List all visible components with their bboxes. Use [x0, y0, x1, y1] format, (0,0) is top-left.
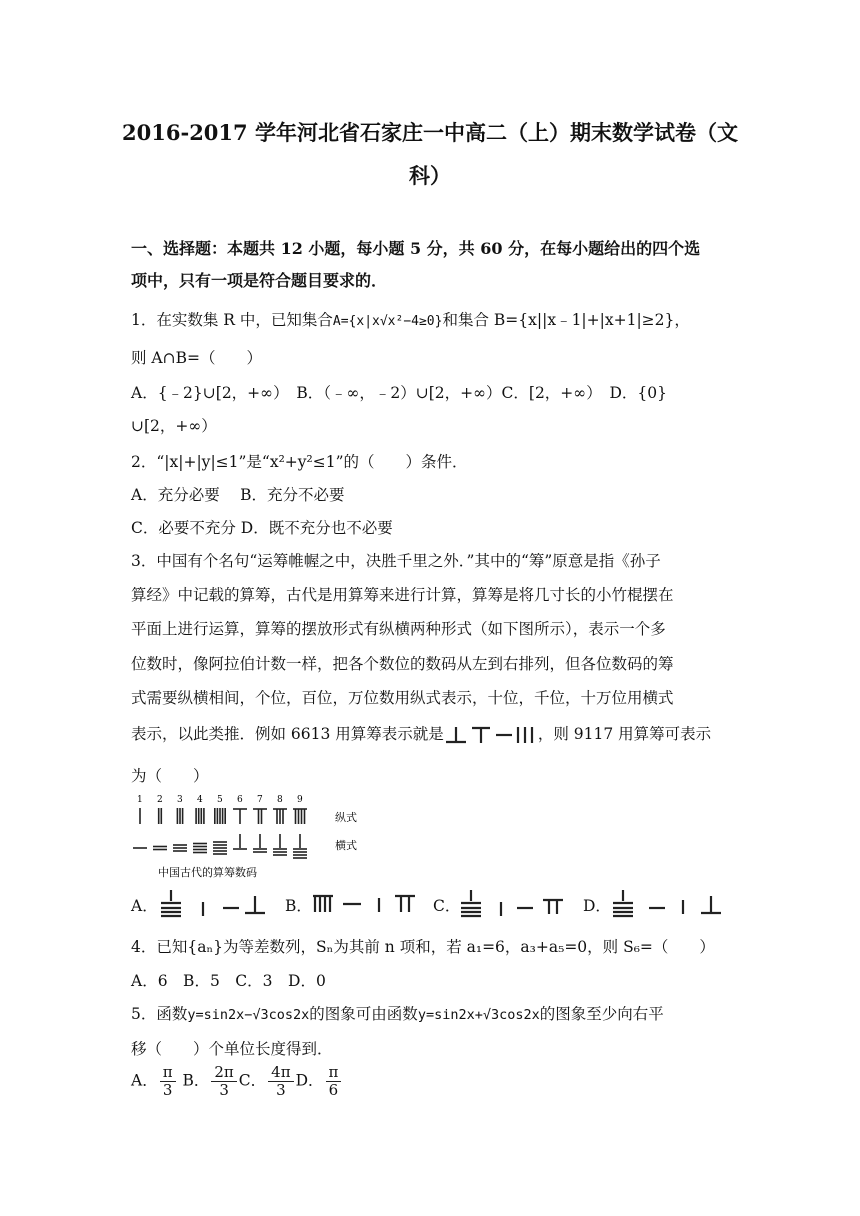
q1-options-cont: ∪[2，+∞）: [131, 417, 217, 435]
vertical-rod-row: [140, 808, 307, 824]
q5-option-c-numerator: 4π: [268, 1064, 293, 1082]
rod-numeral-table-figure: [130, 792, 370, 882]
horizontal-rod-9: [293, 834, 307, 858]
q4-stem: 4．已知{aₙ}为等差数列，Sₙ为其前 n 项和，若 a₁=6，a₃+a₅=0，则 S₆=（ ）: [131, 938, 715, 956]
horizontal-rod-6: [233, 834, 247, 849]
vertical-rod-6: [233, 809, 247, 824]
rod-number-6613-image: [444, 725, 538, 745]
digit-label-1: 1: [137, 795, 143, 805]
q5-option-d-numerator: π: [326, 1064, 342, 1082]
q3-line3: 平面上进行运算，算筹的摆放形式有纵横两种形式（如下图所示），表示一个多: [131, 620, 666, 638]
q3-option-d-label: D．: [583, 897, 611, 915]
vertical-rod-4: [196, 808, 204, 824]
q5-options: [131, 1064, 734, 1104]
vertical-rod-7: [253, 809, 267, 824]
horizontal-rod-5: [213, 842, 227, 854]
q2-stem: 2．“|x|+|y|≤1”是“x²+y²≤1”的（ ）条件．: [131, 453, 468, 471]
q3-option-c-label: C．: [433, 897, 461, 915]
q5-option-b-fraction: [211, 1064, 236, 1099]
horizontal-rod-row: [133, 834, 307, 858]
q3-line2: 算经》中记载的算筹，古代是用算筹来进行计算，算筹是将几寸长的小竹棍摆在: [131, 586, 674, 604]
q5-option-b-label: B．: [182, 1071, 210, 1090]
q3-option-d-rods: [611, 888, 731, 918]
q5-option-a-fraction: [160, 1064, 176, 1099]
table-caption: 中国古代的算筹数码: [158, 866, 257, 879]
q5-option-a-numerator: π: [160, 1064, 176, 1082]
vertical-rod-5: [215, 808, 225, 824]
q3-options: [131, 888, 734, 918]
q5-option-b-denominator: 3: [219, 1081, 229, 1099]
q1-stem-post: 和集合 B={x||x﹣1|+|x+1|≥2}，: [442, 311, 690, 329]
q5-stem-pre: 5．函数: [131, 1005, 188, 1023]
horizontal-rod-4: [193, 844, 207, 853]
q5-formula-1: y=sin2x−√3cos2x: [187, 1007, 310, 1023]
digit-label-8: 8: [277, 795, 283, 805]
q3-line4: 位数时，像阿拉伯计数一样，把各个数位的数码从左到右排列，但各位数码的筹: [131, 655, 674, 673]
q4-options: A．6 B．5 C．3 D．0: [131, 972, 326, 990]
q3-option-c-rods: [459, 888, 569, 918]
digit-label-7: 7: [257, 795, 263, 805]
q3-option-b-label: B．: [285, 897, 312, 915]
q3-line6-pre: 表示，以此类推．例如 6613 用算筹表示就是: [131, 725, 444, 743]
q1-stem-line2: 则 A∩B=（ ）: [131, 349, 262, 367]
q1-stem: [131, 308, 734, 330]
horizontal-label: 横式: [335, 839, 357, 852]
q2-options-ab: A．充分必要 B．充分不必要: [131, 486, 345, 504]
horizontal-rod-8: [273, 834, 287, 855]
q5-option-b-numerator: 2π: [211, 1064, 236, 1082]
q3-line6: [131, 722, 734, 745]
q5-stem-mid: 的图象可由函数: [309, 1005, 418, 1023]
q3-option-b-rods: [311, 888, 431, 918]
q5-option-a-denominator: 3: [162, 1081, 173, 1099]
digit-label-5: 5: [217, 795, 223, 805]
q3-line5: 式需要纵横相间，个位，百位，万位数用纵式表示，十位，千位，十万位用横式: [131, 689, 674, 707]
page-title-line1: 2016-2017 学年河北省石家庄一中高二（上）期末数学试卷（文: [122, 120, 738, 145]
digit-label-9: 9: [297, 795, 303, 805]
q5-option-d-fraction: [326, 1064, 342, 1099]
q5-option-c-fraction: [268, 1064, 293, 1099]
digit-header-row: [137, 795, 303, 805]
q5-option-c-denominator: 3: [276, 1081, 286, 1099]
q5-stem-line2: 移（ ）个单位长度得到．: [131, 1040, 333, 1058]
vertical-rod-8: [273, 809, 287, 824]
q1-options: A．{﹣2}∪[2，+∞） B．（﹣∞，﹣2）∪[2，+∞）C．[2，+∞） D．{0}: [131, 384, 667, 402]
horizontal-rod-3: [173, 845, 187, 851]
q3-line7: 为（ ）: [131, 767, 209, 785]
horizontal-rod-2: [153, 847, 167, 850]
section-heading-line1: 一、选择题：本题共 12 小题，每小题 5 分，共 60 分，在每小题给出的四个选: [131, 239, 701, 258]
q3-line1: 3．中国有个名句“运筹帷幄之中，决胜千里之外．”其中的“筹”原意是指《孙子: [131, 552, 661, 570]
q3-line6-post: ，则 9117 用算筹可表示: [537, 725, 712, 743]
horizontal-rod-7: [253, 834, 267, 852]
q5-option-d-denominator: 6: [328, 1081, 339, 1099]
q5-option-d-label: D．: [295, 1071, 324, 1090]
digit-label-4: 4: [197, 795, 203, 805]
q3-option-a-rods: [159, 888, 279, 918]
q5-option-c-label: C．: [238, 1071, 267, 1090]
q1-stem-pre: 1．在实数集 R 中，已知集合: [131, 311, 333, 329]
vertical-rod-9: [293, 809, 307, 824]
q1-set-a-formula: A={x|x√x²−4≥0}: [332, 313, 443, 329]
vertical-label: 纵式: [335, 811, 357, 824]
section-heading-line2: 项中，只有一项是符合题目要求的．: [131, 271, 388, 290]
q5-stem-post: 的图象至少向右平: [539, 1005, 664, 1023]
q5-option-a-label: A．: [131, 1071, 158, 1090]
q5-formula-2: y=sin2x+√3cos2x: [417, 1007, 540, 1023]
vertical-rod-3: [177, 808, 182, 824]
q5-stem: [131, 1002, 734, 1024]
digit-label-2: 2: [157, 795, 163, 805]
digit-label-3: 3: [177, 795, 183, 805]
page-title-line2: 科）: [409, 163, 451, 188]
vertical-rod-2: [159, 808, 162, 824]
digit-label-6: 6: [237, 795, 243, 805]
q2-options-cd: C．必要不充分 D．既不充分也不必要: [131, 519, 393, 537]
q3-option-a-label: A．: [131, 897, 158, 915]
